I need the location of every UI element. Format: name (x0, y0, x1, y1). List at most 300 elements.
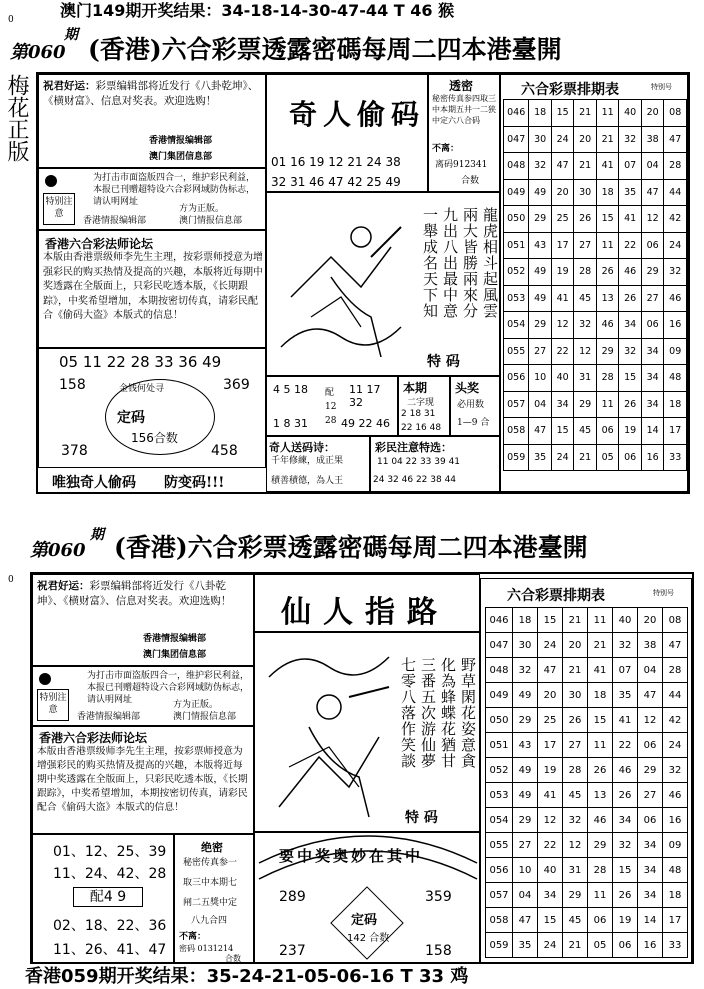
schedule-number-cell: 26 (619, 285, 642, 312)
schedule-number-cell: 04 (513, 883, 538, 908)
oval-tl: 158 (59, 377, 86, 393)
schedule-number-cell: 35 (513, 933, 538, 958)
schedule-number-cell: 42 (663, 708, 688, 733)
schedule-number-cell: 15 (551, 418, 574, 445)
schedule-number-cell: 20 (563, 633, 588, 658)
poem-col-1: 龍虎相斗起風雲 (481, 207, 499, 319)
schedule-row (504, 179, 687, 206)
greeting-sig-2-1: 香港情报编辑部 (143, 634, 207, 644)
schedule-number-cell: 26 (588, 758, 613, 783)
secret-li-ma: 离码912341 (435, 160, 488, 170)
schedule-issue-cell: 054 (486, 808, 513, 833)
schedule-number-cell: 31 (563, 858, 588, 883)
notice-text: 为打击市面盗版四合一，维护彩民利益，本报已刊赠超特设六合彩网域防伪标志，请认明网址 (93, 173, 256, 207)
schedule-row (486, 858, 688, 883)
schedule-number-cell: 21 (563, 658, 588, 683)
schedule-number-cell: 21 (574, 444, 597, 471)
poem-col-3: 九出八出最中意 (441, 207, 459, 319)
schedule-number-cell: 26 (563, 708, 588, 733)
schedule-number-cell: 27 (529, 338, 552, 365)
schedule-number-cell: 45 (563, 908, 588, 933)
schedule-number-cell: 34 (638, 833, 663, 858)
schedule-number-cell: 16 (664, 312, 687, 339)
ben-qi-line-2: 22 16 48 (401, 423, 442, 433)
schedule-number-cell: 10 (513, 858, 538, 883)
numbers-oval-box (38, 348, 266, 468)
schedule-number-cell: 14 (641, 418, 664, 445)
schedule-number-cell: 31 (574, 365, 597, 392)
schedule-number-cell: 17 (538, 733, 563, 758)
notice-sign-right-2: 澳门情报信息部 (179, 216, 243, 226)
forum-text-2: 本版由香港票级师李先生主理，按彩票师授意为增强彩民的购买热情及提高的兴趣，本版将近每期中奖透露在全版面上，只彩民吃透本版，《长期跟踪》，中奖希望增加，本期按密切传真，请彩民配合《偷码大盗》本版式的信息！ (37, 746, 248, 813)
schedule-number-cell: 34 (638, 883, 663, 908)
diamond-tr: 359 (425, 889, 452, 905)
schedule-number-cell: 29 (513, 708, 538, 733)
secret-title: 透密 (449, 79, 474, 93)
schedule-number-cell: 32 (613, 633, 638, 658)
schedule-row (504, 338, 687, 365)
schedule-issue-cell: 054 (504, 312, 529, 339)
oval-arc-text: 金钱何处寻 (119, 384, 165, 394)
poem-send-box (266, 436, 370, 492)
schedule-number-cell: 33 (663, 933, 688, 958)
ben-qi-box (398, 376, 450, 436)
schedule-number-cell: 41 (613, 708, 638, 733)
schedule-number-cell: 06 (638, 733, 663, 758)
schedule-number-cell: 34 (538, 883, 563, 908)
art-title-box-2 (254, 574, 480, 632)
schedule-number-cell: 19 (619, 418, 642, 445)
poem-col-4: 一舉成名天下知 (421, 207, 439, 319)
schedule-row (504, 285, 687, 312)
panel-2-frame (30, 572, 694, 964)
ben-qi-title: 本期 (403, 381, 428, 395)
schedule-number-cell: 30 (574, 179, 597, 206)
schedule-number-cell: 18 (596, 179, 619, 206)
panel-1-frame (36, 72, 690, 494)
schedule-issue-cell: 055 (504, 338, 529, 365)
schedule-number-cell: 16 (663, 808, 688, 833)
schedule-number-cell: 11 (596, 100, 619, 127)
schedule-issue-cell: 049 (504, 179, 529, 206)
forum-text: 本版由香港票级师李先生主理，按彩票师授意为增强彩民的购买热情及提高的兴趣，本版将近每期中奖透露在全版面上，只彩民吃透本版，《长期跟踪》，中奖希望增加，本期按密切传真，请彩民配合《偷码大盗》本版式的信息！ (43, 252, 263, 321)
schedule-number-cell: 26 (619, 391, 642, 418)
schedule-number-cell: 26 (596, 259, 619, 286)
schedule-number-cell: 06 (638, 808, 663, 833)
schedule-number-cell: 12 (641, 206, 664, 233)
diamond-br: 158 (425, 943, 452, 959)
schedule-number-cell: 41 (596, 153, 619, 180)
schedule-issue-cell: 047 (486, 633, 513, 658)
schedule-number-cell: 21 (563, 933, 588, 958)
schedule-number-cell: 25 (551, 206, 574, 233)
schedule-issue-cell: 056 (486, 858, 513, 883)
notice-box (38, 168, 266, 230)
bomb-icon (45, 175, 57, 187)
art-title-box (266, 74, 428, 192)
schedule-number-cell: 06 (613, 933, 638, 958)
schedule-table-2 (485, 607, 688, 958)
schedule-number-cell: 07 (613, 658, 638, 683)
schedule-number-cell: 15 (596, 206, 619, 233)
numbers-line-1: 01、12、25、39 (53, 844, 167, 860)
schedule-number-cell: 19 (551, 259, 574, 286)
schedule-number-cell: 40 (551, 365, 574, 392)
schedule-issue-cell: 048 (504, 153, 529, 180)
schedule-number-cell: 11 (588, 883, 613, 908)
schedule-number-cell: 28 (563, 758, 588, 783)
schedule-number-cell: 47 (638, 683, 663, 708)
schedule-issue-cell: 058 (486, 908, 513, 933)
greeting-text: 彩票编辑部将近发行《八卦乾坤》、《横财富》、信息对奖表。欢迎选购！ (43, 80, 259, 107)
schedule-row (486, 908, 688, 933)
schedule-number-cell: 17 (551, 232, 574, 259)
notice-label-2: 特别注意 (37, 689, 69, 721)
schedule-number-cell: 18 (664, 391, 687, 418)
schedule-number-cell: 07 (619, 153, 642, 180)
schedule-number-cell: 09 (664, 338, 687, 365)
forum-box (38, 230, 266, 348)
schedule-number-cell: 29 (641, 259, 664, 286)
schedule-number-cell: 19 (613, 908, 638, 933)
schedule-number-cell: 08 (664, 100, 687, 127)
schedule-number-cell: 24 (538, 633, 563, 658)
schedule-number-cell: 30 (529, 126, 552, 153)
schedule-number-cell: 44 (663, 683, 688, 708)
mid-left-2: 1 8 31 (273, 417, 308, 430)
art-title-2: 仙人指路 (281, 595, 449, 630)
schedule-number-cell: 06 (619, 444, 642, 471)
schedule-number-cell: 25 (538, 708, 563, 733)
diamond-label: 定码 (351, 913, 378, 928)
schedule-number-cell: 35 (619, 179, 642, 206)
mid-left-1: 4 5 18 (273, 383, 308, 396)
schedule-tag: 特别号 (651, 83, 672, 91)
schedule-number-cell: 24 (663, 733, 688, 758)
schedule-number-cell: 06 (588, 908, 613, 933)
schedule-row (486, 733, 688, 758)
notice-label: 特别注意 (43, 193, 75, 225)
secret-text: 秘密传真参四取三中本期五井一二狭中定六八合码 (432, 94, 496, 125)
schedule-number-cell: 42 (664, 206, 687, 233)
schedule-number-cell: 24 (551, 126, 574, 153)
schedule-number-cell: 46 (613, 758, 638, 783)
schedule-number-cell: 41 (588, 658, 613, 683)
schedule-number-cell: 32 (513, 658, 538, 683)
secret-he-shu: 合数 (461, 176, 480, 186)
illustration-box (266, 192, 500, 376)
schedule-row (486, 783, 688, 808)
schedule-tag-2: 特别号 (653, 589, 674, 597)
schedule-number-cell: 20 (638, 608, 663, 633)
poem-send-line-2: 積善積德，為人王 (271, 476, 344, 486)
top-result-banner: 澳门149期开奖结果：34-18-14-30-47-44 T 46 猴 (60, 1, 455, 20)
issue-suffix-2: 期 (90, 527, 104, 543)
ben-qi-sub: 二字现 (407, 398, 435, 408)
schedule-number-cell: 04 (641, 153, 664, 180)
schedule-number-cell: 18 (513, 608, 538, 633)
diamond-tl: 289 (279, 889, 306, 905)
forum-title-2: 香港六合彩法师论坛 (39, 731, 148, 745)
schedule-number-cell: 27 (563, 733, 588, 758)
oval-label: 定码 (117, 410, 145, 426)
schedule-issue-cell: 051 (486, 733, 513, 758)
schedule-issue-cell: 050 (504, 206, 529, 233)
tou-jiang-line-2: 1—9 合 (457, 418, 490, 428)
secret-box (428, 74, 500, 192)
diamond-bl: 237 (279, 943, 306, 959)
schedule-row (504, 126, 687, 153)
schedule-number-cell: 29 (588, 833, 613, 858)
schedule-number-cell: 48 (664, 365, 687, 392)
schedule-number-cell: 20 (641, 100, 664, 127)
schedule-number-cell: 17 (663, 908, 688, 933)
schedule-number-cell: 12 (574, 338, 597, 365)
schedule-number-cell: 47 (664, 126, 687, 153)
schedule-row (504, 391, 687, 418)
greeting-sig-1: 香港情报编辑部 (149, 136, 213, 146)
schedule-row (486, 758, 688, 783)
schedule-number-cell: 11 (596, 232, 619, 259)
greeting-box (38, 74, 266, 168)
schedule-number-cell: 43 (513, 733, 538, 758)
schedule-number-cell: 19 (538, 758, 563, 783)
schedule-number-cell: 20 (574, 126, 597, 153)
schedule-number-cell: 29 (563, 883, 588, 908)
schedule-number-cell: 22 (551, 338, 574, 365)
schedule-number-cell: 28 (588, 858, 613, 883)
schedule-number-cell: 34 (641, 365, 664, 392)
mid-right-1: 11 17 32 (349, 383, 381, 409)
schedule-title: 六合彩票排期表 (521, 82, 619, 98)
schedule-row (486, 883, 688, 908)
schedule-number-cell: 32 (619, 126, 642, 153)
schedule-row (486, 833, 688, 858)
side-label: 梅花正版 (4, 74, 29, 162)
art-title: 奇人偷码 (289, 98, 426, 131)
schedule-number-cell: 45 (563, 783, 588, 808)
schedule-number-cell: 49 (513, 683, 538, 708)
schedule-number-cell: 11 (596, 391, 619, 418)
schedule-number-cell: 21 (563, 608, 588, 633)
oval-bl: 378 (61, 443, 88, 459)
secret-box-2 (174, 834, 254, 964)
notice-text-2: 为打击市面盗版四合一，维护彩民利益，本报已刊赠超特设六合彩网域防伪标志，请认明网址 (87, 671, 250, 705)
page-mark-2: 0 (8, 575, 14, 585)
schedule-issue-cell: 047 (504, 126, 529, 153)
schedule-row (504, 444, 687, 471)
schedule-issue-cell: 053 (486, 783, 513, 808)
schedule-row (504, 312, 687, 339)
poem-2-col-4: 七零八落作笑談 (399, 657, 417, 769)
slogan: 唯独奇人偷码 防变码!!! (52, 475, 225, 491)
schedule-issue-cell: 055 (486, 833, 513, 858)
schedule-number-cell: 45 (574, 418, 597, 445)
schedule-number-cell: 06 (641, 312, 664, 339)
tou-jiang-title: 头奖 (455, 381, 480, 395)
schedule-number-cell: 38 (641, 126, 664, 153)
schedule-number-cell: 21 (596, 126, 619, 153)
notice-box-2 (32, 666, 254, 726)
forum-title: 香港六合彩法师论坛 (45, 237, 154, 251)
poem-col-2: 兩大皆勝兩來分 (461, 207, 479, 319)
schedule-number-cell: 18 (663, 883, 688, 908)
schedule-number-cell: 34 (638, 858, 663, 883)
art-numbers-1: 01 16 19 12 21 24 38 (271, 155, 401, 169)
secret-2-bu-li: 不离： (179, 932, 207, 942)
schedule-number-cell: 49 (529, 259, 552, 286)
schedule-number-cell: 49 (529, 285, 552, 312)
schedule-number-cell: 46 (619, 259, 642, 286)
schedule-number-cell: 32 (663, 758, 688, 783)
schedule-number-cell: 40 (538, 858, 563, 883)
art-numbers-2: 32 31 46 47 42 25 49 (271, 175, 401, 189)
schedule-number-cell: 28 (664, 153, 687, 180)
notice-sign-right-2-1: 方为正版。 (173, 700, 219, 710)
schedule-number-cell: 08 (663, 608, 688, 633)
page-mark: 0 (8, 15, 14, 25)
schedule-number-cell: 13 (588, 783, 613, 808)
immortal-illustration (259, 637, 399, 827)
secret-bu-li: 不离： (432, 144, 460, 154)
schedule-number-cell: 18 (529, 100, 552, 127)
secret-2-title: 绝密 (201, 841, 223, 854)
tou-jiang-box (450, 376, 500, 436)
schedule-number-cell: 15 (588, 708, 613, 733)
greeting-title: 祝君好运： (43, 80, 96, 92)
schedule-row (486, 708, 688, 733)
schedule-row (486, 658, 688, 683)
schedule-issue-cell: 052 (486, 758, 513, 783)
schedule-number-cell: 35 (613, 683, 638, 708)
numbers-line-4: 11、26、41、47 (53, 942, 167, 958)
schedule-number-cell: 22 (613, 733, 638, 758)
schedule-number-cell: 06 (641, 232, 664, 259)
schedule-number-cell: 24 (551, 444, 574, 471)
schedule-number-cell: 20 (538, 683, 563, 708)
schedule-number-cell: 45 (574, 285, 597, 312)
schedule-number-cell: 16 (641, 444, 664, 471)
schedule-row (486, 608, 688, 633)
schedule-row (504, 100, 687, 127)
schedule-number-cell: 04 (529, 391, 552, 418)
schedule-number-cell: 15 (551, 100, 574, 127)
issue-suffix: 期 (64, 27, 78, 43)
schedule-row (504, 418, 687, 445)
numbers-row: 05 11 22 28 33 36 49 (59, 353, 222, 371)
greeting-text-2: 彩票编辑部将近发行《八卦乾坤》、《横财富》、信息对奖表。欢迎选购！ (37, 580, 232, 607)
schedule-number-cell: 47 (538, 658, 563, 683)
schedule-number-cell: 46 (664, 285, 687, 312)
schedule-number-cell: 41 (619, 206, 642, 233)
headline-2: (香港)六合彩票透露密碼每周二四本港臺開 (114, 533, 588, 562)
mingzhu-box (370, 436, 500, 492)
schedule-number-cell: 34 (551, 391, 574, 418)
schedule-number-cell: 22 (538, 833, 563, 858)
notice-sign-left-2: 香港情报编辑部 (77, 712, 141, 722)
schedule-number-cell: 27 (638, 783, 663, 808)
schedule-number-cell: 28 (596, 365, 619, 392)
mingzhu-title: 彩民注意特选： (375, 441, 452, 454)
schedule-number-cell: 46 (596, 312, 619, 339)
schedule-issue-cell: 052 (504, 259, 529, 286)
schedule-number-cell: 44 (664, 179, 687, 206)
schedule-row (504, 232, 687, 259)
schedule-number-cell: 34 (641, 391, 664, 418)
schedule-row (486, 933, 688, 958)
bottom-result-banner: 香港059期开奖结果：35-24-21-05-06-16 T 33 鸡 (25, 966, 469, 987)
greeting-box-2 (32, 574, 254, 666)
schedule-number-cell: 27 (641, 285, 664, 312)
mingzhu-line-1: 11 04 22 33 39 41 (377, 457, 461, 467)
schedule-number-cell: 33 (664, 444, 687, 471)
schedule-number-cell: 41 (551, 285, 574, 312)
schedule-number-cell: 49 (513, 758, 538, 783)
schedule-number-cell: 15 (613, 858, 638, 883)
issue-number-2: 第060 (30, 540, 86, 561)
schedule-number-cell: 47 (641, 179, 664, 206)
greeting-title-2: 祝君好运： (37, 580, 90, 592)
schedule-number-cell: 47 (513, 908, 538, 933)
schedule-number-cell: 48 (663, 858, 688, 883)
schedule-number-cell: 30 (563, 683, 588, 708)
schedule-number-cell: 21 (574, 100, 597, 127)
greeting-sig-2: 澳门集团信息部 (149, 152, 213, 162)
schedule-number-cell: 32 (664, 259, 687, 286)
schedule-number-cell: 05 (596, 444, 619, 471)
secret-2-line-4: 八九合四 (191, 916, 228, 926)
schedule-number-cell: 29 (638, 758, 663, 783)
arc-text: 要中奖奥妙在其中 (279, 847, 424, 865)
schedule-row (486, 633, 688, 658)
issue-number: 第060 (10, 42, 66, 63)
schedule-number-cell: 12 (638, 708, 663, 733)
schedule-number-cell: 38 (638, 633, 663, 658)
poem-2-col-1: 野草閑花姿意貪 (459, 657, 477, 769)
poem-2-col-2: 化為蜂蝶花猶甘 (439, 657, 457, 769)
schedule-number-cell: 27 (574, 232, 597, 259)
schedule-issue-cell: 048 (486, 658, 513, 683)
schedule-number-cell: 49 (513, 783, 538, 808)
schedule-number-cell: 09 (663, 833, 688, 858)
mid-pei: 配 (325, 388, 335, 398)
notice-sign-right-1: 方为正版。 (179, 204, 225, 214)
schedule-issue-cell: 049 (486, 683, 513, 708)
schedule-number-cell: 40 (619, 100, 642, 127)
notice-sign-left: 香港情报编辑部 (83, 216, 147, 226)
schedule-number-cell: 32 (529, 153, 552, 180)
numbers-box-2 (32, 834, 174, 964)
schedule-number-cell: 20 (551, 179, 574, 206)
schedule-number-cell: 05 (588, 933, 613, 958)
mingzhu-line-2: 24 32 46 22 38 44 (373, 475, 457, 485)
schedule-row (486, 683, 688, 708)
schedule-number-cell: 15 (619, 365, 642, 392)
schedule-number-cell: 32 (574, 312, 597, 339)
schedule-number-cell: 11 (588, 733, 613, 758)
schedule-number-cell: 47 (529, 418, 552, 445)
schedule-number-cell: 28 (663, 658, 688, 683)
schedule-number-cell: 29 (574, 391, 597, 418)
schedule-number-cell: 18 (588, 683, 613, 708)
schedule-issue-cell: 059 (504, 444, 529, 471)
special-label-2: 特 码 (405, 810, 438, 826)
mid-pei-num: 12 (325, 402, 337, 412)
diamond-sub: 142 合数 (347, 933, 390, 944)
schedule-number-cell: 41 (538, 783, 563, 808)
schedule-number-cell: 26 (613, 783, 638, 808)
schedule-number-cell: 27 (513, 833, 538, 858)
